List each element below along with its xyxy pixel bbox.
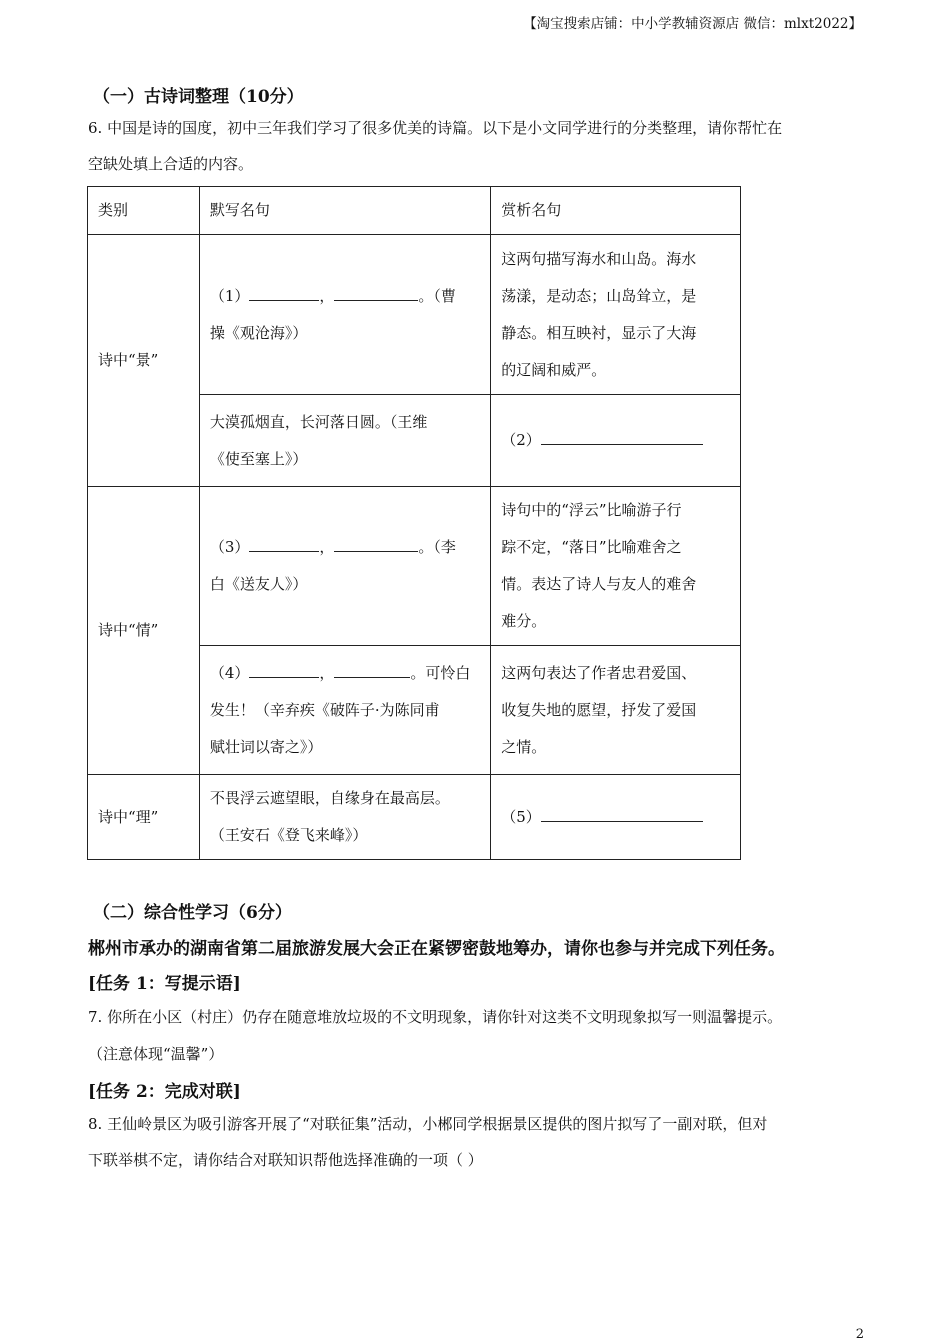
poem-line: 大漠孤烟直，长河落日圆。（王维 [209,412,428,431]
analysis-line: 这两句表达了作者忠君爱国、 [501,663,697,682]
table-row [88,487,741,646]
dictation-cell-5 [199,775,490,860]
question-6-line1: 6. 中国是诗的国度，初中三年我们学习了很多优美的诗篇。以下是小文同学进行的分类整理，请你帮忙在 [88,119,783,137]
comma: ， [319,286,335,305]
answer-blank-4b[interactable] [334,663,410,678]
poem-line: 发生！（辛弃疾《破阵子·为陈同甫 [209,700,440,719]
analysis-cell-5 [491,775,741,860]
poetry-table [87,186,741,860]
answer-blank-3b[interactable] [334,537,418,552]
category-qing: 诗中“情” [88,487,200,775]
answer-blank-5[interactable] [541,807,703,822]
header-note: 【淘宝搜索店铺：中小学教辅资源店 微信：mlxt2022】 [523,16,862,32]
comma: ， [319,538,335,556]
answer-blank-1a[interactable] [249,286,319,301]
table-header-row [88,187,741,235]
header-analysis: 赏析名句 [491,187,741,235]
analysis-line: 的辽阔和威严。 [501,360,607,379]
dictation-cell-1 [199,235,490,395]
analysis-line: 诗句中的“浮云”比喻游子行 [501,501,682,519]
analysis-line: 荡漾，是动态；山岛耸立，是 [501,286,697,305]
comma: ， [319,663,335,682]
analysis-line: 收复失地的愿望，抒发了爱国 [501,700,697,719]
analysis-line: 静态。相互映衬，显示了大海 [501,323,697,342]
question-8-line1: 8. 王仙岭景区为吸引游客开展了“对联征集”活动，小郴同学根据景区提供的图片拟写了一副对联，但对 [88,1115,768,1133]
category-li: 诗中“理” [88,775,200,860]
blank-label-3: （3） [209,538,250,556]
answer-blank-2[interactable] [541,430,703,445]
blank-label-5: （5） [501,807,541,826]
page-number: 2 [855,1327,864,1342]
task-2-heading: [任务 2：完成对联] [88,1082,241,1102]
answer-blank-4a[interactable] [249,663,319,678]
answer-blank-3a[interactable] [249,537,319,552]
table-row [88,235,741,395]
analysis-line: 之情。 [501,737,547,756]
task-1-heading: [任务 1：写提示语] [88,974,241,994]
dictation-cell-4 [199,646,490,775]
category-jing: 诗中“景” [88,235,200,487]
question-6-line2: 空缺处填上合适的内容。 [88,155,254,173]
poem-continuation: 。可怜白 [410,663,471,682]
table-row [88,775,741,860]
source-text: 白《送友人》） [209,575,308,593]
poem-source: 赋壮词以寄之》） [209,737,323,756]
source-text: 操《观沧海》） [209,323,308,342]
question-7-line1: 7. 你所在小区（村庄）仍存在随意堆放垃圾的不文明现象，请你针对这类不文明现象拟写一则温馨提示。 [88,1008,783,1026]
poem-source: （王安石《登飞来峰》） [209,826,368,844]
blank-label-2: （2） [501,431,541,449]
header-dictation: 默写名句 [199,187,490,235]
source-prefix: 。（曹 [418,286,456,305]
blank-label-1: （1） [209,286,250,305]
section-title-poetry: （一）古诗词整理（10分） [93,87,304,107]
analysis-line: 踪不定，“落日”比喻难舍之 [501,538,682,556]
section-intro: 郴州市承办的湖南省第二届旅游发展大会正在紧锣密鼓地筹办，请你也参与并完成下列任务。 [88,939,785,959]
analysis-line: 情。表达了诗人与友人的难舍 [501,575,697,593]
analysis-cell-3 [491,487,741,646]
question-8-line2: 下联举棋不定，请你结合对联知识帮他选择准确的一项（ ） [88,1151,483,1169]
dictation-cell-2 [199,395,490,487]
analysis-cell-1 [491,235,741,395]
header-category: 类别 [88,187,200,235]
section-title-comprehensive: （二）综合性学习（6分） [93,903,292,923]
analysis-line: 难分。 [501,612,547,630]
answer-blank-1b[interactable] [334,286,418,301]
blank-label-4: （4） [209,663,250,682]
source-prefix: 。（李 [418,538,456,556]
poem-source: 《使至塞上》） [209,449,308,468]
analysis-line: 这两句描写海水和山岛。海水 [501,249,697,268]
poem-line: 不畏浮云遮望眼，自缘身在最高层。 [209,789,450,807]
dictation-cell-3 [199,487,490,646]
analysis-cell-2 [491,395,741,487]
analysis-cell-4 [491,646,741,775]
question-7-line2: （注意体现“温馨”） [88,1045,224,1063]
